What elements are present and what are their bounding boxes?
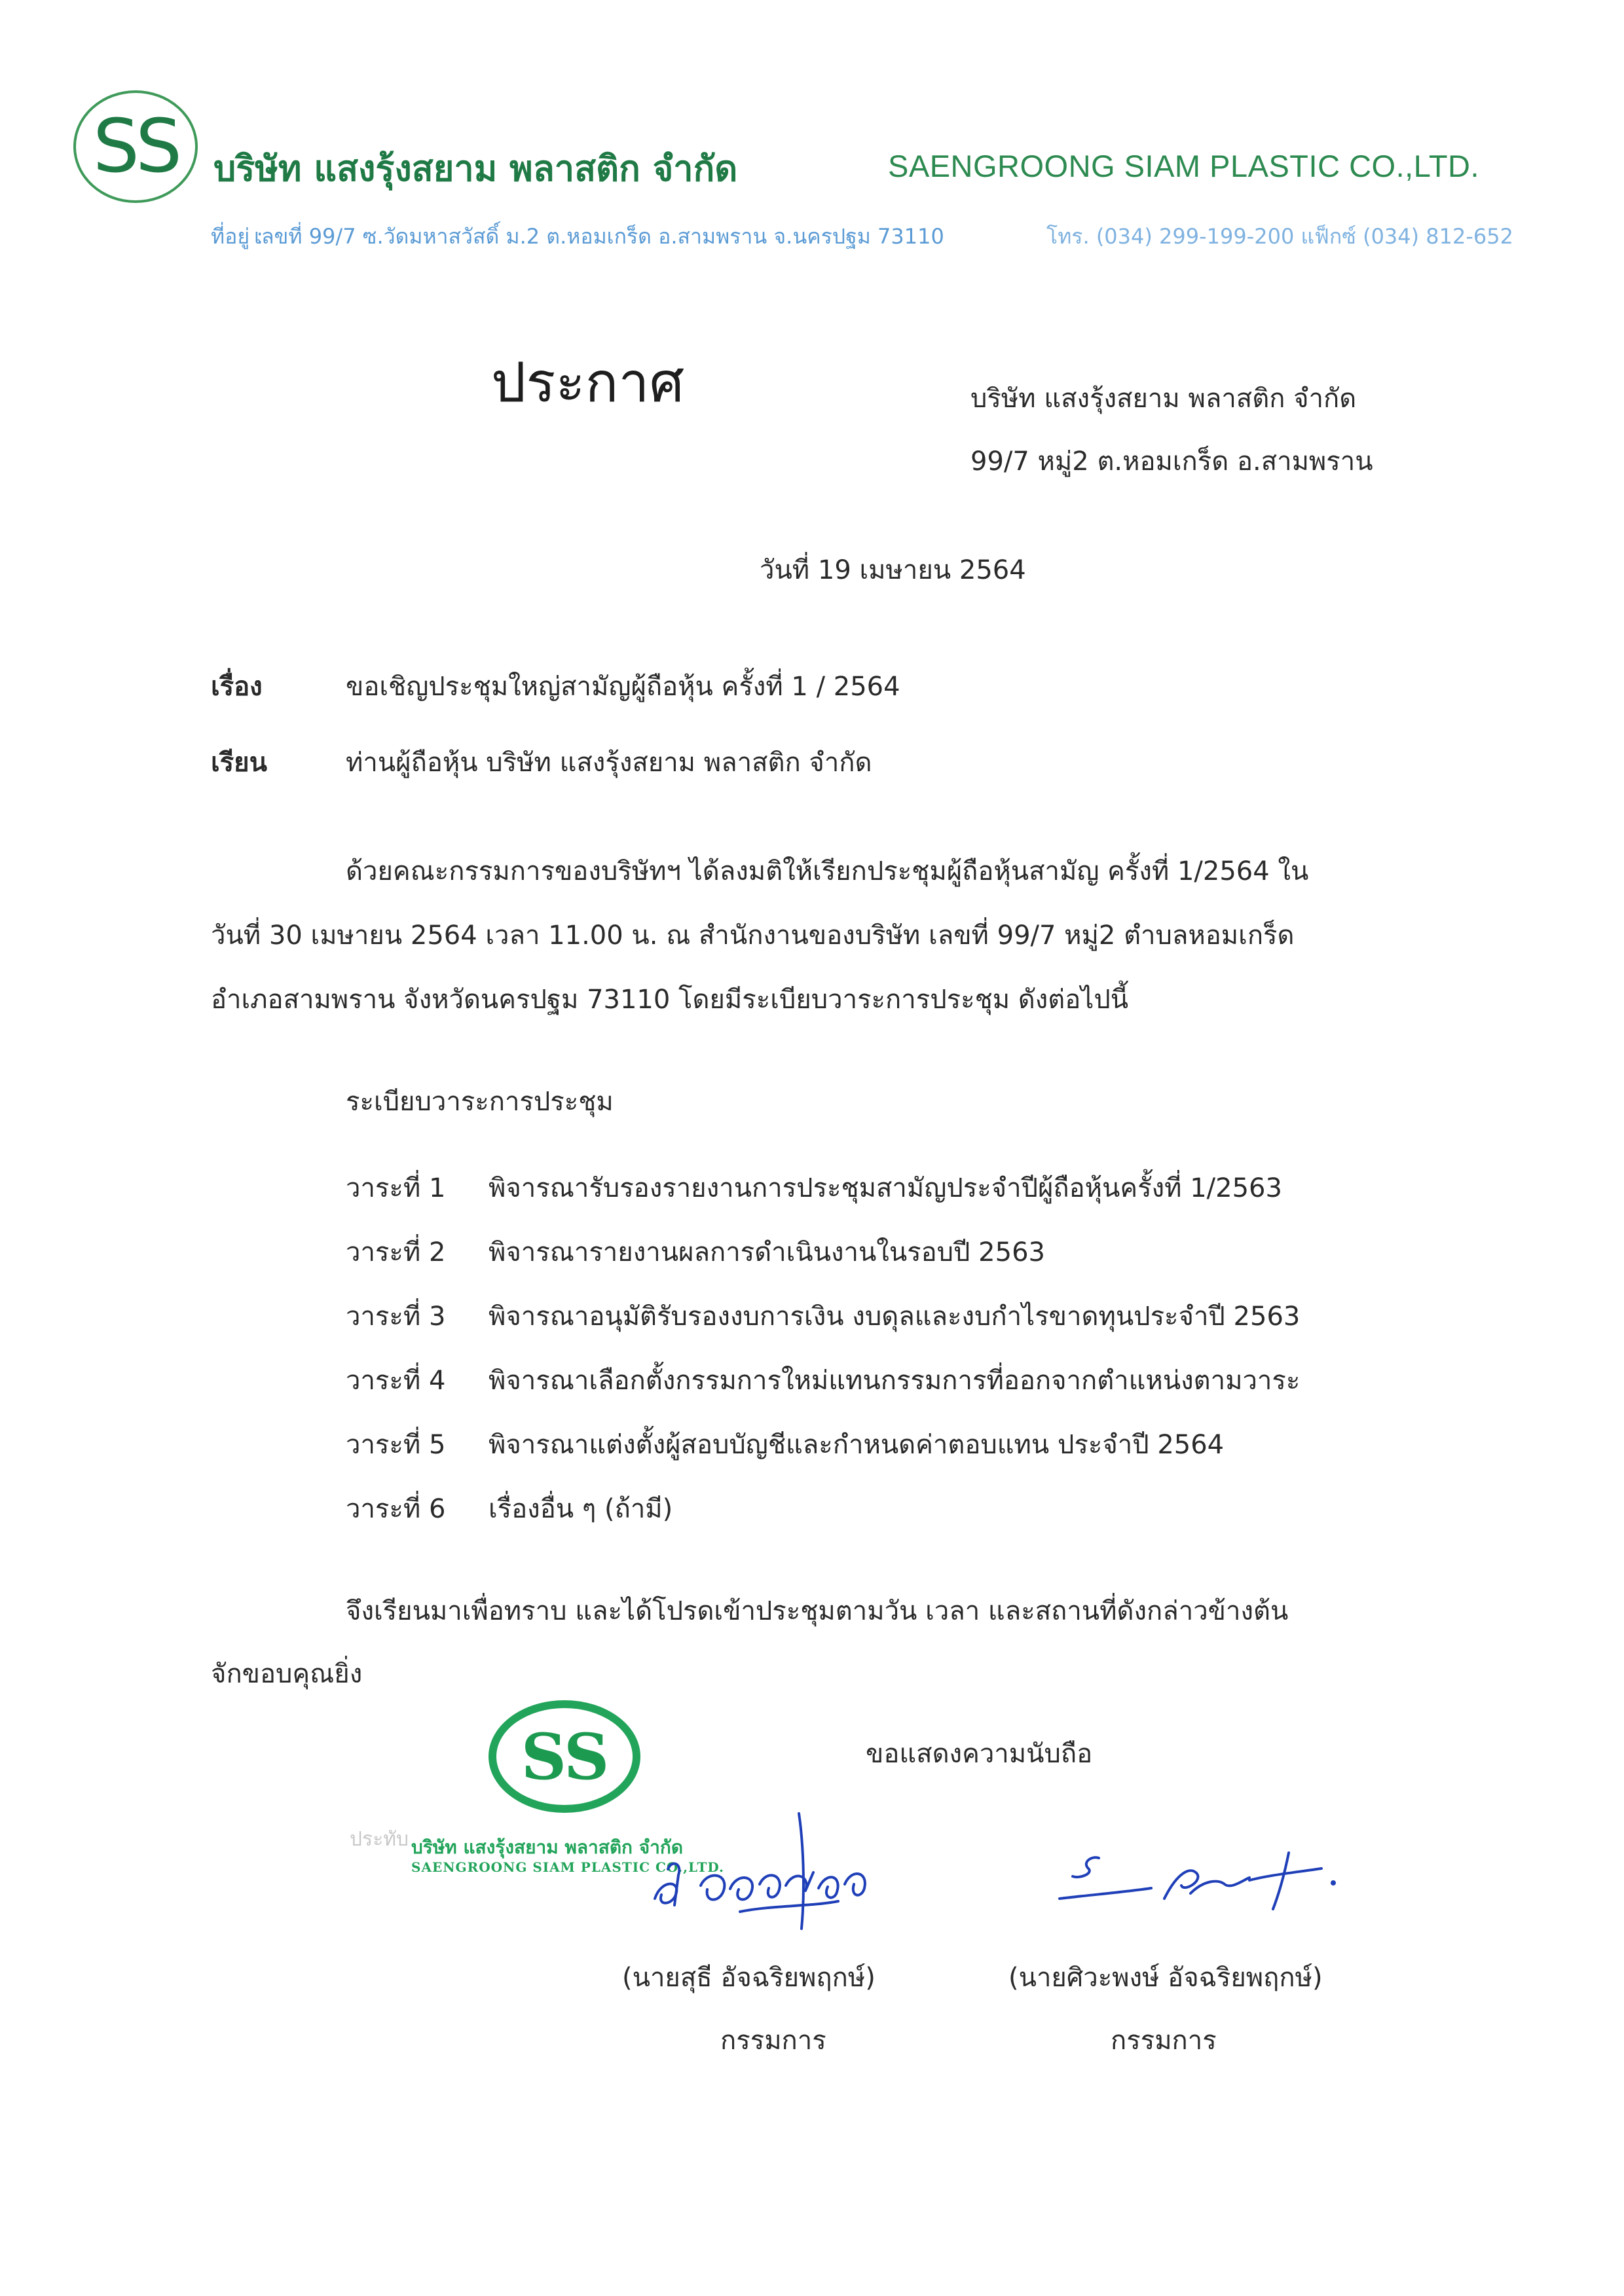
seal-faint-text: ประทับ	[350, 1828, 409, 1851]
recipient-label: เรียน	[211, 748, 267, 778]
signatory-position: กรรมการ	[720, 2026, 826, 2056]
signatory-name: (นายสุธี อัจฉริยพฤกษ์)	[622, 1963, 876, 1993]
subject-text: ขอเชิญประชุมใหญ่สามัญผู้ถือหุ้น ครั้งที่ 1 / 2564	[346, 672, 900, 702]
sender-address: 99/7 หมู่2 ต.หอมเกร็ด อ.สามพราน	[970, 446, 1373, 477]
intro-line: วันที่ 30 เมษายน 2564 เวลา 11.00 น. ณ สำนักงานของบริษัท เลขที่ 99/7 หมู่2 ตำบลหอมเกร็ด	[211, 920, 1295, 951]
company-logo-letters: SS	[92, 104, 179, 189]
document-title: ประกาศ	[491, 350, 684, 414]
regards-text: ขอแสดงความนับถือ	[866, 1739, 1093, 1769]
signature-director-1	[642, 1807, 904, 1931]
company-phone-fax: โทร. (034) 299-199-200 แฟ็กซ์ (034) 812-652	[1046, 224, 1513, 249]
document-date: วันที่ 19 เมษายน 2564	[760, 555, 1026, 585]
agenda-item-label: วาระที่ 3	[346, 1302, 446, 1332]
agenda-item-text: พิจารณารายงานผลการดำเนินงานในรอบปี 2563	[489, 1237, 1045, 1267]
agenda-item-text: พิจารณาเลือกตั้งกรรมการใหม่แทนกรรมการที่ออกจากตำแหน่งตามวาระ	[489, 1366, 1301, 1396]
closing-line: จึงเรียนมาเพื่อทราบ และได้โปรดเข้าประชุมตามวัน เวลา และสถานที่ดังกล่าวข้างต้น	[346, 1596, 1289, 1626]
signatory-position: กรรมการ	[1111, 2026, 1217, 2056]
agenda-item-text: เรื่องอื่น ๆ (ถ้ามี)	[489, 1494, 673, 1524]
company-name-english: SAENGROONG SIAM PLASTIC CO.,LTD.	[888, 149, 1480, 183]
seal-company-thai: บริษัท แสงรุ้งสยาม พลาสติก จำกัด	[411, 1836, 683, 1858]
intro-line: ด้วยคณะกรรมการของบริษัทฯ ได้ลงมติให้เรียกประชุมผู้ถือหุ้นสามัญ ครั้งที่ 1/2564 ใน	[346, 856, 1309, 886]
intro-line: อำเภอสามพราน จังหวัดนครปฐม 73110 โดยมีระเบียบวาระการประชุม ดังต่อไปนี้	[211, 985, 1129, 1015]
closing-line: จักขอบคุณยิ่ง	[211, 1659, 363, 1689]
agenda-item-label: วาระที่ 1	[346, 1173, 446, 1203]
seal-company-english: SAENGROONG SIAM PLASTIC CO.,LTD.	[411, 1859, 724, 1875]
agenda-item-text: พิจารณาแต่งตั้งผู้สอบบัญชีและกำหนดค่าตอบแทน ประจำปี 2564	[489, 1430, 1225, 1460]
agenda-item-label: วาระที่ 6	[346, 1494, 446, 1524]
company-address: เลขที่ 99/7 ซ.วัดมหาสวัสดิ์ ม.2 ต.หอมเกร็ด อ.สามพราน จ.นครปฐม 73110	[254, 224, 944, 249]
signatory-name: (นายศิวะพงษ์ อัจฉริยพฤกษ์)	[1008, 1963, 1323, 1993]
agenda-item-label: วาระที่ 5	[346, 1430, 446, 1460]
agenda-item-text: พิจารณารับรองรายงานการประชุมสามัญประจำปีผู้ถือหุ้นครั้งที่ 1/2563	[489, 1173, 1282, 1203]
agenda-item-label: วาระที่ 2	[346, 1237, 446, 1267]
address-label: ที่อยู่ :	[211, 224, 264, 249]
recipient-text: ท่านผู้ถือหุ้น บริษัท แสงรุ้งสยาม พลาสติก จำกัด	[346, 748, 872, 778]
agenda-heading: ระเบียบวาระการประชุม	[346, 1087, 614, 1117]
company-seal-letters: SS	[521, 1719, 608, 1794]
agenda-item-text: พิจารณาอนุมัติรับรองงบการเงิน งบดุลและงบกำไรขาดทุนประจำปี 2563	[489, 1302, 1301, 1332]
sender-name: บริษัท แสงรุ้งสยาม พลาสติก จำกัด	[970, 384, 1357, 414]
subject-label: เรื่อง	[211, 672, 263, 702]
signature-director-2	[1053, 1846, 1341, 1918]
agenda-item-label: วาระที่ 4	[346, 1366, 446, 1396]
company-name-thai: บริษัท แสงรุ้งสยาม พลาสติก จำกัด	[213, 148, 738, 189]
